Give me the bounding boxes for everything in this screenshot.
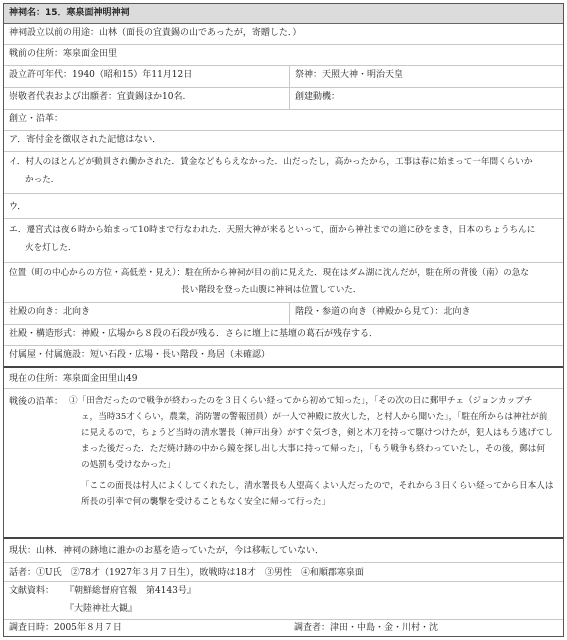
source-item: 『大陸神社大観』 [65, 604, 138, 614]
postwar-history-row [4, 389, 563, 539]
motive-text: 創建動機： [289, 88, 563, 109]
shrine-name-title: 神祠名：15．寒泉面神明神祠 [4, 4, 563, 23]
history-a-row [4, 131, 563, 152]
facilities-text: 付属屋・付属施設：短い石段・広場・長い階段・鳥居（未確認） [9, 350, 271, 360]
history-e-text [4, 219, 563, 262]
location-text [4, 263, 563, 302]
directions-row [4, 303, 563, 325]
shrine-record-sheet [3, 3, 564, 637]
permit-date-text: 設立許可年代：1940（昭和15）年11月12日 [9, 70, 193, 80]
location-line: 位置（町の中心からの方位・高低差・見え）：駐在所から神祠が目の前に見えた．現在はダム湖に沈んだが，駐在所の背後（南）の急な [9, 268, 529, 278]
shaden-direction-text: 社殿の向き：北向き [9, 307, 91, 317]
prewar-address-row [4, 45, 563, 66]
header-row [4, 4, 563, 24]
postwar-line: ェ，当時35才くらい，農業，消防署の警報団員）が一人で神殿に放火した，と村人から聞いた」，「駐在所からは神社が前 [81, 412, 548, 422]
history-i-row [4, 152, 563, 194]
current-address-row [4, 368, 563, 389]
postwar-line: 「ここの面長は村人によくしてくれたし，清水署長も人望高くよい人だったので，それから３日くらい経ってから日本人は [81, 481, 554, 491]
survey-row [4, 620, 563, 637]
postwar-line: の処罰も受けなかった」 [81, 460, 176, 470]
current-status-row [4, 539, 563, 563]
structure-text: 社殿・構造形式：神殿・広場から８段の石段が残る．さらに壇上に基壇の葛石が残存する． [9, 329, 379, 339]
history-u-row [4, 194, 563, 219]
sources-row [4, 582, 563, 620]
prior-use-text: 神祠設立以前の用途：山林（面長の宜貴錫の山であったが，寄贈した．） [9, 28, 302, 38]
history-i-line: イ．村人のほとんどが動員され働かされた．賃金などもらえなかった．山だったし，高かったから，工事は春に始まって一年間くらいか [9, 157, 533, 167]
informant-row [4, 563, 563, 582]
history-e-line: エ．遷宮式は夜６時から始まって10時まで行なわれた．天照大神が来るといって，面から神社までの道に砂をまき，日本のちょうちんに [9, 225, 536, 235]
postwar-line: 所長の引率で何の襲撃を受けることもなく安全に帰って行った」 [81, 497, 331, 507]
permit-deity-row [4, 66, 563, 88]
founders-text: 崇敬者代表および出願者：宜貴錫ほか10名. [9, 92, 186, 102]
history-title-row [4, 110, 563, 131]
location-line: 長い階段を登った山腹に神祠は位置していた． [181, 285, 362, 295]
history-e-line: 火を灯した． [25, 243, 77, 253]
current-address-text: 現在の住所：寒泉面金田里山49 [9, 374, 138, 384]
postwar-body [64, 389, 563, 537]
surveyors-text: 調査者：津田・中島・金・川村・沈 [294, 623, 439, 633]
postwar-line: に見えるので，ちょうど当時の清水署長（神戸出身）がすぐ気づき，剣と木刀を持って駆けつけたが，犯人はもう逃げてし [81, 428, 554, 438]
informant-text: 話者：①U氏 ②78才（1927年３月７日生），敗戦時は18才 ③男性 ④和順郡寒泉面 [9, 568, 364, 578]
postwar-line: ①「田舎だったので戦争が終わったのを３日くらい経ってから初めて知った」，「その次の日に郵甲チェ（ジョンカップチ [69, 396, 533, 406]
survey-date-text: 調査日時：2005年８月７日 [9, 623, 122, 633]
postwar-label: 戦後の沿革： [9, 397, 64, 407]
structure-row [4, 325, 563, 346]
source-item: 『朝鮮総督府官報 第4143号』 [65, 586, 196, 596]
history-u-text: ウ． [9, 202, 27, 212]
sources-label: 文献資料： [9, 586, 55, 596]
facilities-row [4, 346, 563, 368]
history-a-text: ア．寄付金を徴収された記憶はない． [9, 135, 162, 145]
deity-text: 祭神：天照大神・明治天皇 [289, 66, 563, 87]
history-i-line: かった. [25, 175, 54, 185]
prewar-address-text: 戦前の住所：寒泉面金田里 [9, 49, 118, 59]
location-row [4, 263, 563, 303]
sources-list [60, 582, 563, 619]
postwar-line: まった後だった．ただ焼け跡の中から鏡を探し出し大事に持って帰った」，「もう戦争も終わっていたし，その後，郵は何 [81, 444, 545, 454]
prior-use-row [4, 24, 563, 45]
history-title: 創立・沿革： [9, 114, 64, 124]
founders-motive-row [4, 88, 563, 110]
stairs-direction-text: 階段・参道の向き（神殿から見て）：北向き [289, 303, 563, 324]
history-i-text [4, 152, 563, 193]
current-status-text: 現状：山林．神祠の跡地に誰かのお墓を造っていたが，今は移転していない． [9, 546, 325, 556]
history-e-row [4, 219, 563, 263]
